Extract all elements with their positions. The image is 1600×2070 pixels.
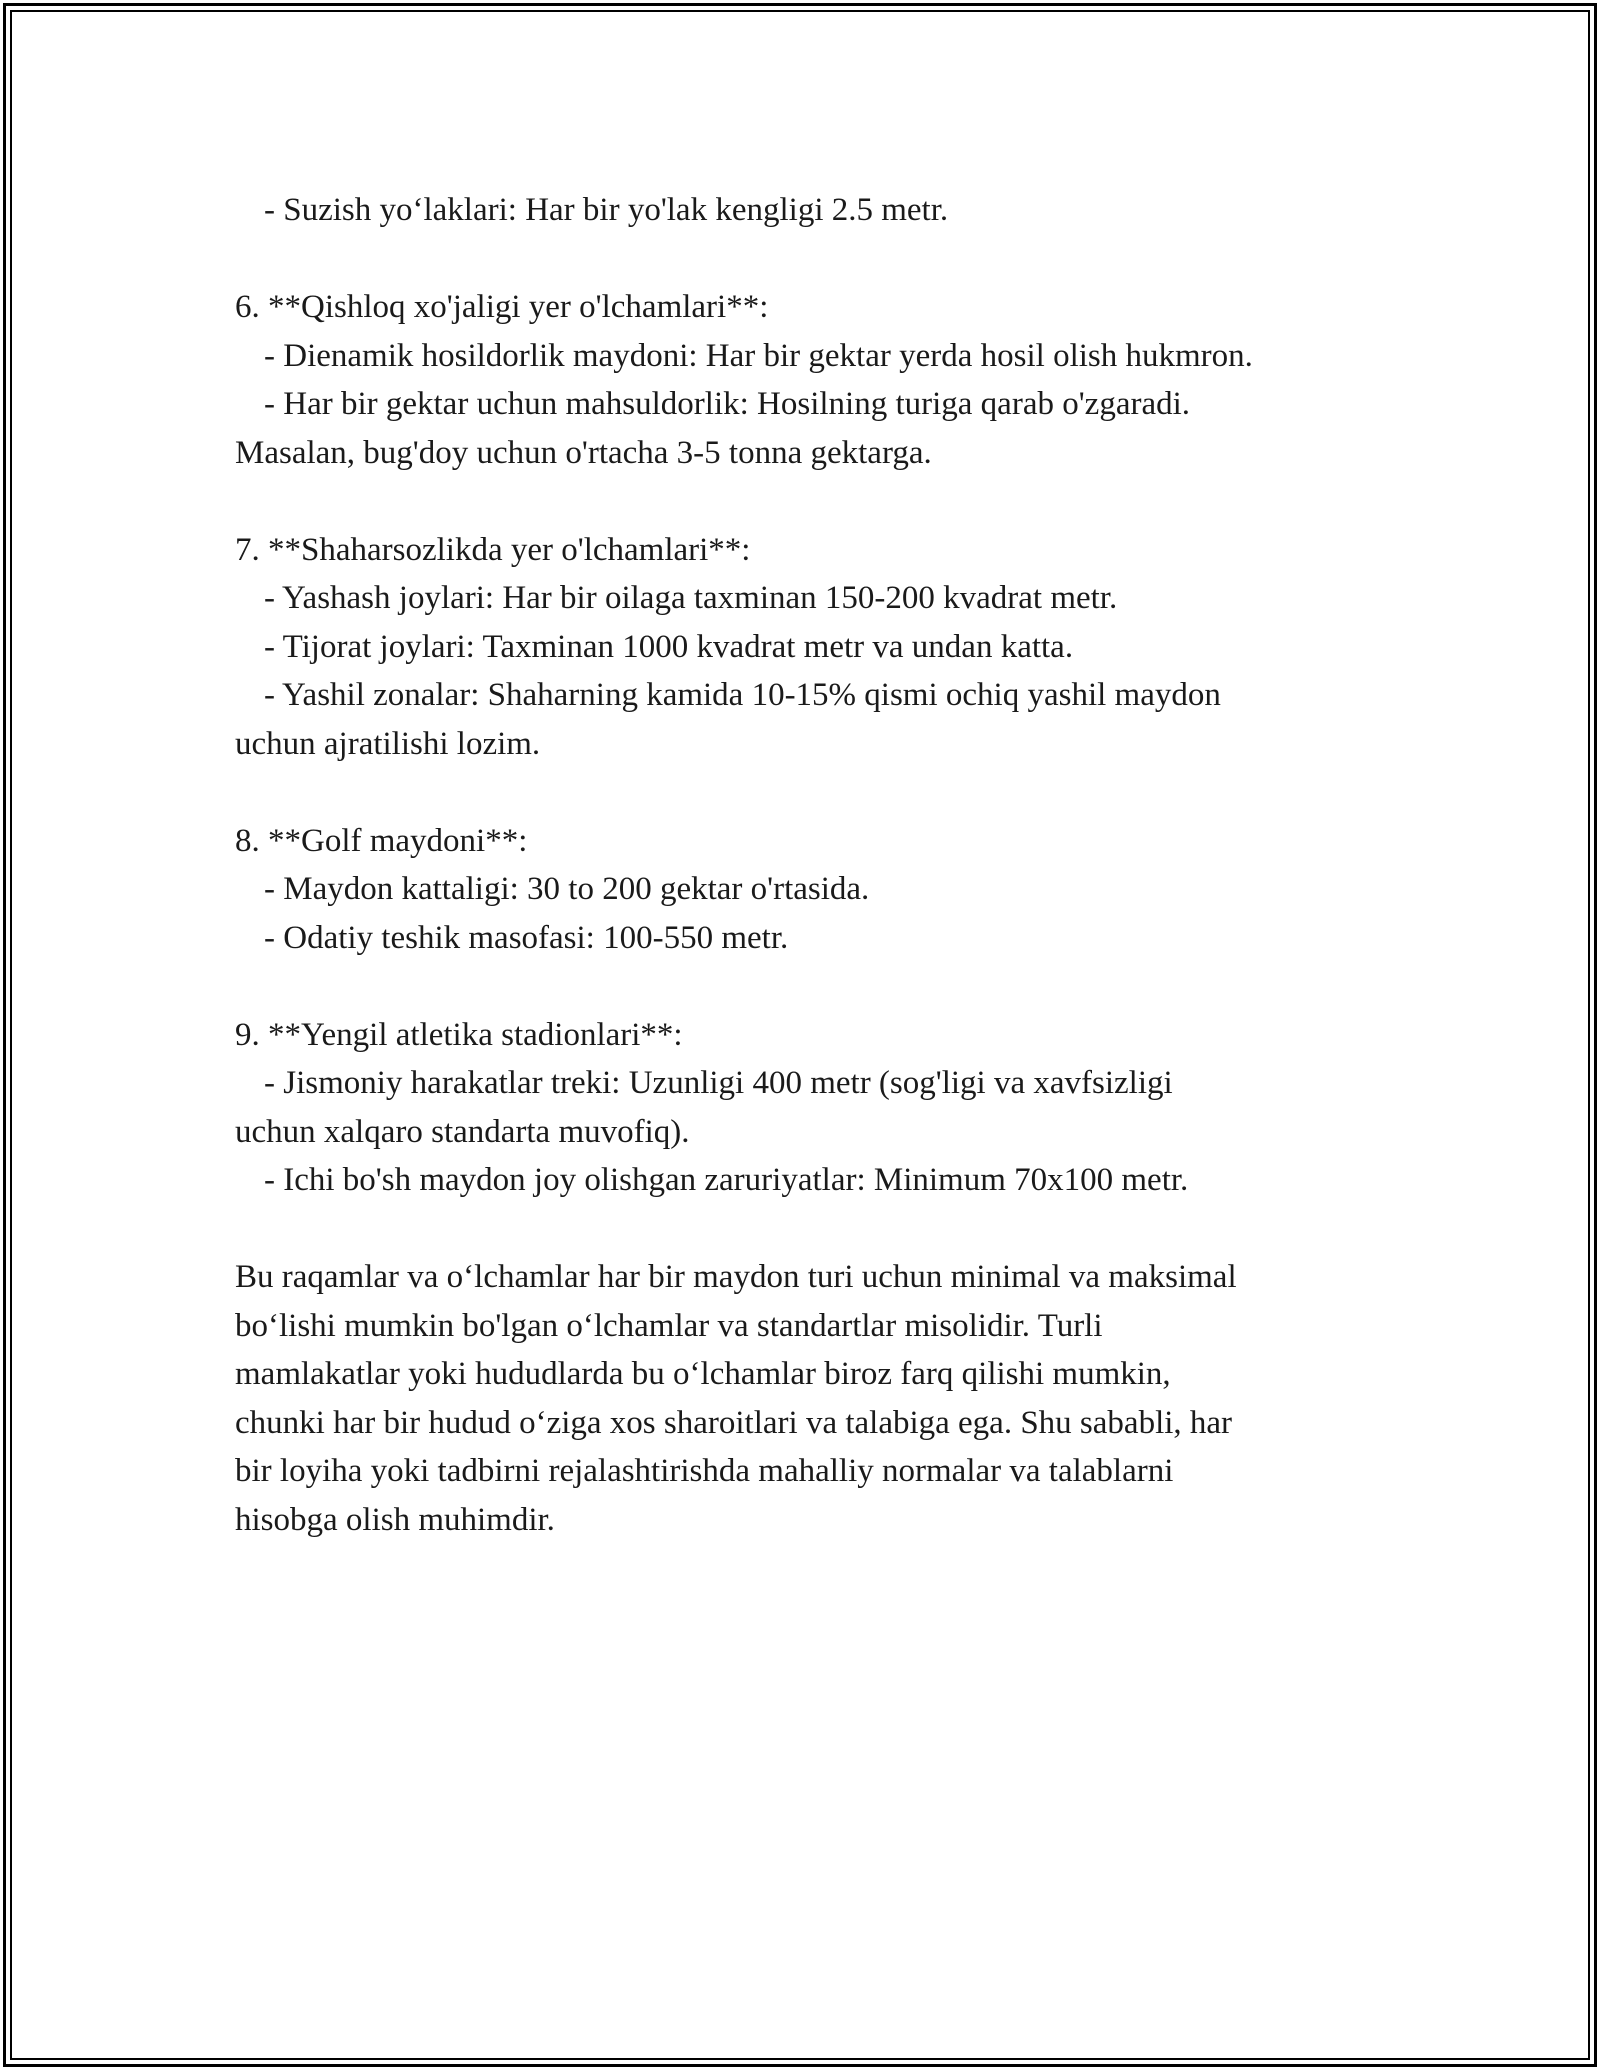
- blank-line: [235, 1205, 1375, 1254]
- text-line: mamlakatlar yoki hududlarda bu o‘lchamlar biroz farq qilishi mumkin,: [235, 1356, 1171, 1392]
- text-line: - Ichi bo'sh maydon joy olishgan zaruriyatlar: Minimum 70x100 metr.: [264, 1162, 1189, 1198]
- text-line: uchun ajratilishi lozim.: [235, 725, 541, 762]
- text-line: - Tijorat joylari: Taxminan 1000 kvadrat metr va undan katta.: [264, 628, 1074, 665]
- text-line: chunki har bir hudud o‘ziga xos sharoitlari va talabiga ega. Shu sababli, har: [235, 1404, 1233, 1441]
- blank-line: [235, 768, 1375, 817]
- text-line: Bu raqamlar va o‘lchamlar har bir maydon turi uchun minimal va maksimal: [235, 1259, 1237, 1295]
- text-line: - Suzish yo‘laklari: Har bir yo'lak kengligi 2.5 metr.: [264, 192, 949, 228]
- text-line: - Jismoniy harakatlar treki: Uzunligi 400 metr (sog'ligi va xavfsizligi: [264, 1065, 1173, 1101]
- text-line: - Yashil zonalar: Shaharning kamida 10-15% qismi ochiq yashil maydon: [264, 677, 1221, 713]
- text-line: - Odatiy teshik masofasi: 100-550 metr.: [264, 919, 789, 956]
- text-line: - Yashash joylari: Har bir oilaga taxminan 150-200 kvadrat metr.: [264, 580, 1118, 616]
- text-line: - Har bir gektar uchun mahsuldorlik: Hosilning turiga qarab o'zgaradi.: [264, 386, 1191, 422]
- text-line: - Dienamik hosildorlik maydoni: Har bir gektar yerda hosil olish hukmron.: [264, 337, 1253, 374]
- text-line: - Maydon kattaligi: 30 to 200 gektar o'rtasida.: [264, 871, 870, 907]
- document-body: [235, 186, 1375, 1544]
- text-line: 9. **Yengil atletika stadionlari**:: [235, 1016, 683, 1053]
- text-line: uchun xalqaro standarta muvofiq).: [235, 1113, 690, 1150]
- blank-line: [235, 962, 1375, 1011]
- text-line: Masalan, bug'doy uchun o'rtacha 3-5 tonna gektarga.: [235, 434, 932, 471]
- text-line: 6. **Qishloq xo'jaligi yer o'lchamlari**:: [235, 289, 769, 325]
- blank-line: [235, 235, 1375, 284]
- text-line: 8. **Golf maydoni**:: [235, 822, 528, 859]
- blank-line: [235, 477, 1375, 526]
- text-line: hisobga olish muhimdir.: [235, 1501, 555, 1538]
- text-line: 7. **Shaharsozlikda yer o'lchamlari**:: [235, 531, 751, 568]
- text-line: bir loyiha yoki tadbirni rejalashtirishda mahalliy normalar va talablarni: [235, 1453, 1174, 1489]
- text-line: bo‘lishi mumkin bo'lgan o‘lchamlar va standartlar misolidir. Turli: [235, 1307, 1103, 1344]
